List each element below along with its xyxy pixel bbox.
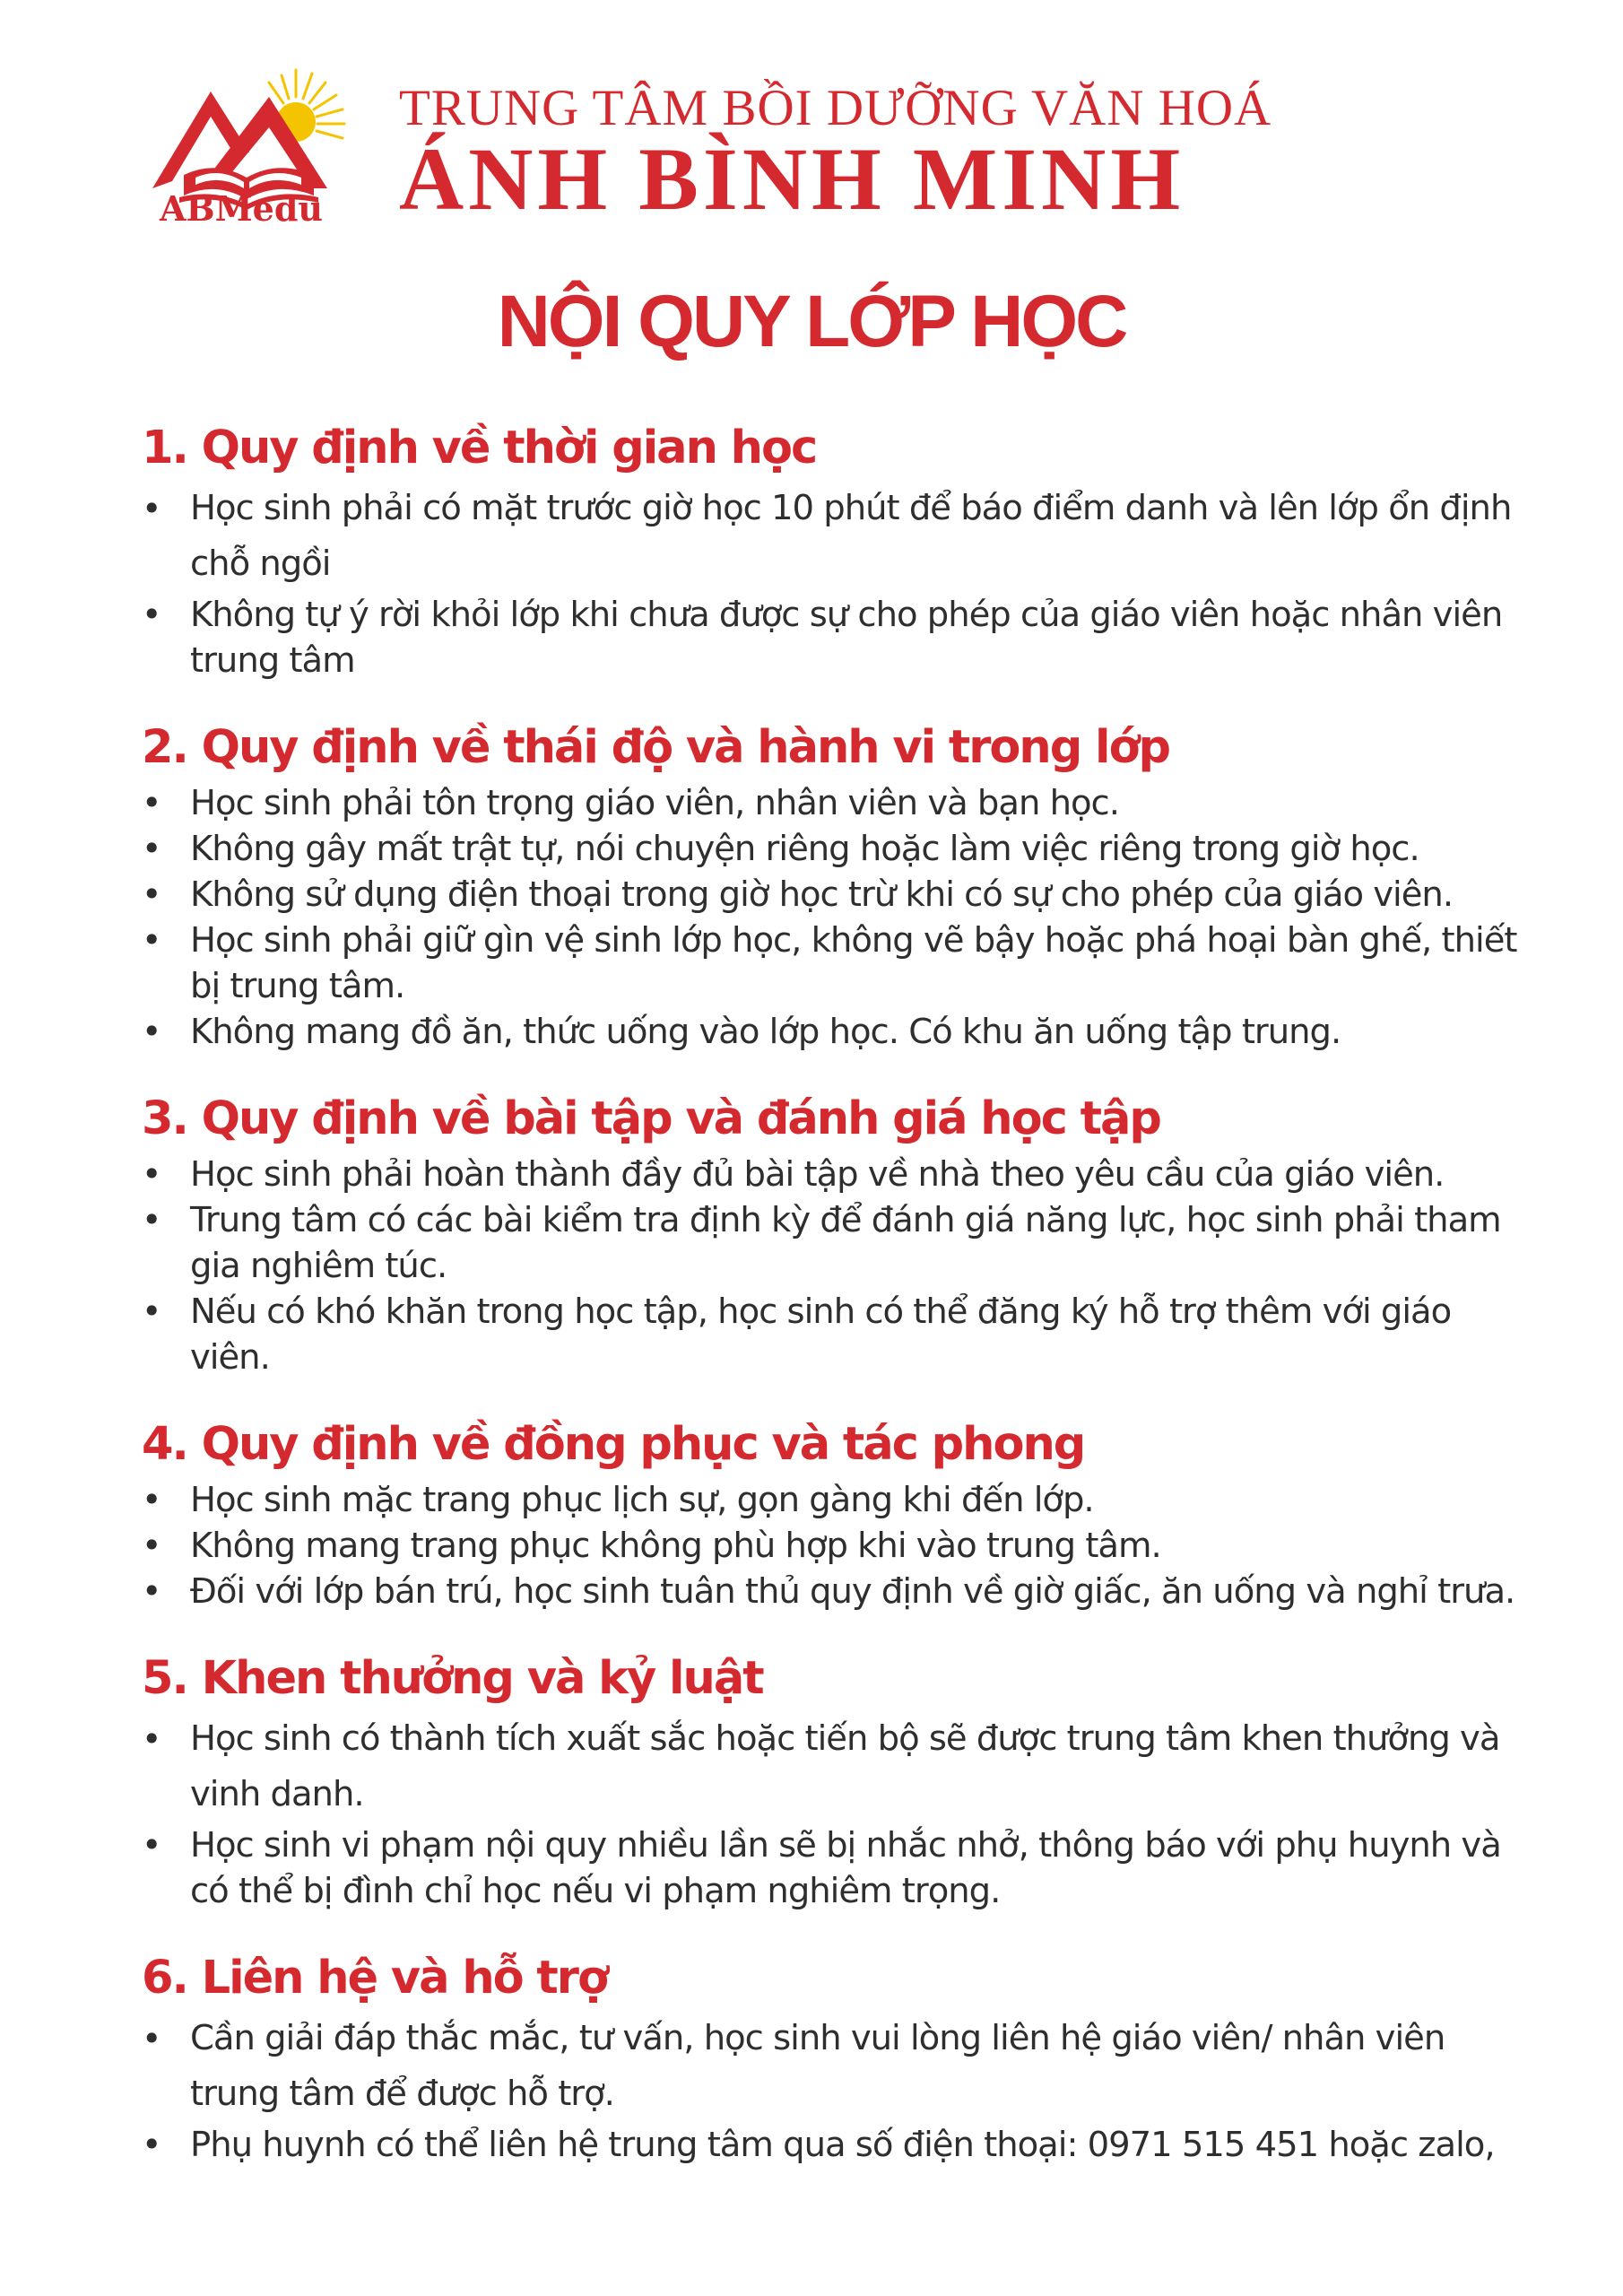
bullet-icon: • [142, 783, 161, 822]
bullet-icon: • [142, 829, 161, 868]
rule-item: • Học sinh phải có mặt trước giờ học 10 phút để báo điểm danh và lên lớp ổn định chỗ ngồi [142, 481, 1541, 592]
bullet-icon: • [142, 1012, 161, 1051]
bullet-icon: • [142, 1154, 161, 1194]
logo-wordmark: ABMedu [160, 188, 324, 229]
section-time-rules [142, 420, 1541, 683]
bullet-icon: • [142, 1480, 161, 1519]
rule-item: • Học sinh phải tôn trọng giáo viên, nhân viên và bạn học. [142, 780, 1541, 826]
bullet-icon: • [142, 920, 161, 960]
bullet-icon: • [142, 1292, 161, 1331]
rule-item: • Không mang đồ ăn, thức uống vào lớp học. Có khu ăn uống tập trung. [142, 1009, 1541, 1055]
section-homework-rules [142, 1091, 1541, 1380]
section-uniform-rules [142, 1416, 1541, 1614]
rule-list [142, 1152, 1541, 1380]
rule-item: • Học sinh vi phạm nội quy nhiều lần sẽ bị nhắc nhở, thông báo với phụ huynh và có thể bị đình chỉ học nếu vi phạm nghiêm trọng. [142, 1822, 1541, 1914]
bullet-icon: • [142, 874, 161, 914]
rule-item: • Không mang trang phục không phù hợp khi vào trung tâm. [142, 1523, 1541, 1569]
section-behavior-rules [142, 719, 1541, 1055]
rule-item: • Nếu có khó khăn trong học tập, học sinh có thể đăng ký hỗ trợ thêm với giáo viên. [142, 1289, 1541, 1380]
rule-item: • Đối với lớp bán trú, học sinh tuân thủ quy định về giờ giấc, ăn uống và nghỉ trưa. [142, 1569, 1541, 1614]
bullet-icon: • [142, 2019, 161, 2058]
rule-item: • Không sử dụng điện thoại trong giờ học trừ khi có sự cho phép của giáo viên. [142, 872, 1541, 918]
rule-item: • Cần giải đáp thắc mắc, tư vấn, học sinh vui lòng liên hệ giáo viên/ nhân viên trung tâm để được hỗ trợ. [142, 2011, 1541, 2122]
rule-item: • Học sinh phải giữ gìn vệ sinh lớp học, không vẽ bậy hoặc phá hoại bàn ghế, thiết bị trung tâm. [142, 918, 1541, 1009]
rules-sections [142, 420, 1541, 2204]
rule-item: • Trung tâm có các bài kiểm tra định kỳ để đánh giá năng lực, học sinh phải tham gia nghiêm túc. [142, 1197, 1541, 1289]
bullet-icon: • [142, 1825, 161, 1865]
center-name: TRUNG TÂM BỒI DƯỠNG VĂN HOÁ [399, 80, 1272, 136]
rule-list [142, 1711, 1541, 1914]
bullet-icon: • [142, 595, 161, 634]
rule-item: • Không gây mất trật tự, nói chuyện riêng hoặc làm việc riêng trong giờ học. [142, 826, 1541, 872]
bullet-icon: • [142, 2125, 161, 2164]
rule-item: • Phụ huynh có thể liên hệ trung tâm qua số điện thoại: 0971 515 451 hoặc zalo, [142, 2122, 1541, 2168]
rule-item: • Không tự ý rời khỏi lớp khi chưa được sự cho phép của giáo viên hoặc nhân viên trung tâm [142, 592, 1541, 683]
rule-list [142, 2011, 1541, 2168]
section-heading: 3. Quy định về bài tập và đánh giá học tập [142, 1092, 1160, 1145]
rule-list [142, 780, 1541, 1055]
section-heading: 6. Liên hệ và hỗ trợ [142, 1952, 607, 2005]
section-heading: 4. Quy định về đồng phục và tác phong [142, 1418, 1085, 1471]
section-rewards-discipline [142, 1650, 1541, 1914]
section-heading: 5. Khen thưởng và kỷ luật [142, 1652, 763, 1705]
bullet-icon: • [142, 1571, 161, 1611]
rule-item: • Học sinh phải hoàn thành đầy đủ bài tập về nhà theo yêu cầu của giáo viên. [142, 1152, 1541, 1197]
section-heading: 2. Quy định về thái độ và hành vi trong lớp [142, 721, 1170, 774]
bullet-icon: • [142, 1526, 161, 1565]
section-heading: 1. Quy định về thời gian học [142, 422, 817, 474]
rule-list [142, 1477, 1541, 1614]
rule-item: • Học sinh mặc trang phục lịch sự, gọn gàng khi đến lớp. [142, 1477, 1541, 1523]
bullet-icon: • [142, 1719, 161, 1759]
rule-item: • Học sinh có thành tích xuất sắc hoặc tiến bộ sẽ được trung tâm khen thưởng và vinh danh. [142, 1711, 1541, 1822]
bullet-icon: • [142, 489, 161, 528]
document-title: NỘI QUY LỚP HỌC [497, 281, 1126, 362]
brand-name: ÁNH BÌNH MINH [399, 129, 1185, 229]
rule-list [142, 481, 1541, 683]
section-contact-support [142, 1950, 1541, 2168]
bullet-icon: • [142, 1200, 161, 1239]
